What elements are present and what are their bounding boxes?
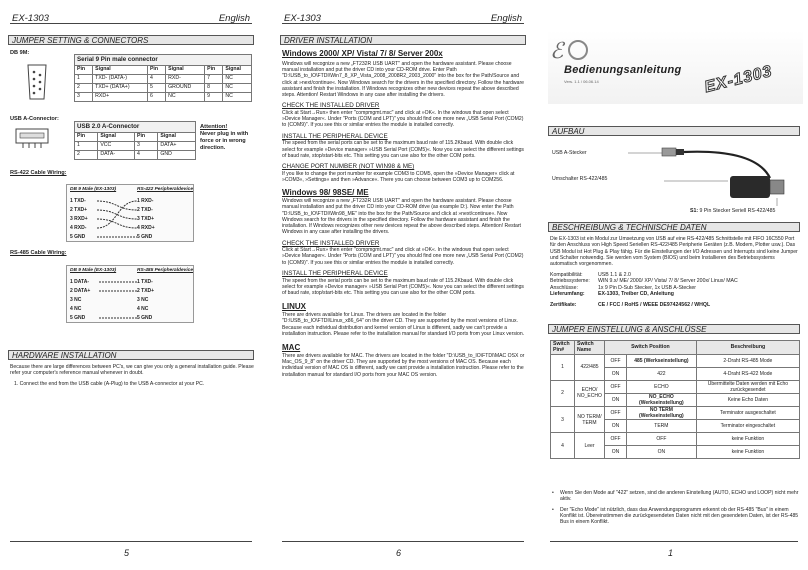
db9-th: Pin — [205, 65, 223, 74]
wire-pin: 1 TXD- — [137, 279, 153, 285]
mac-text: There are drivers available for MAC. The drivers are located in the folder "D:\USB_to_IO\FTDI\MAC OSX or Mac_OS_9_8" on the driver CD. They are supported by the most versions of MAC OS. Because each individual version of MAC OS is different, sadly we cant provide a installation instruction. Please refer to the installation manual for standard I/O ports from your MAC OS version. — [282, 352, 525, 378]
rs422-right-title: RS-422 Peripheraldevice — [137, 187, 193, 192]
wire-pin: 2 TXD- — [137, 207, 153, 213]
spec-value: 1x 9 Pin D-Sub Stecker, 1x USB A-Stecker — [598, 284, 697, 291]
cell: 5 — [147, 83, 165, 92]
table-row — [75, 74, 252, 83]
hardware-step-1: 1. Connect the end from the USB cable (A-Plug) to the USB A-connector at your PC. — [14, 381, 205, 387]
wire-pin: 3 NC — [70, 297, 82, 303]
usb-label: USB A-Connector: — [10, 116, 59, 122]
spec-value: WIN 9.x/ ME/ 2000/ XP/ Vista/ 7/ 8/ Server 200x/ Linux/ MAC — [598, 278, 738, 285]
switch-th: Switch Pin# — [551, 341, 575, 355]
rs485-left-title: DB 9 Male (EX-1303) — [70, 268, 117, 273]
db9-th: Signal — [166, 65, 205, 74]
spec-key: Betriebssysteme: — [550, 278, 590, 285]
attention-title: Attention! — [200, 124, 228, 130]
cover-title: Bedienungsanleitung — [564, 64, 682, 76]
spec-key: Lieferumfang: — [550, 291, 585, 298]
wire-pin: 4 RXD- — [70, 225, 87, 231]
rs422-label: RS-422 Cable Wiring: — [10, 170, 67, 176]
wire-pin: 1 DATA- — [70, 279, 89, 285]
win-text: Windows will recognize a new „FT232R USB UART" and open the hardware assistant. Please choose manual installation and put the driver CD into your CD-ROM drive. Enter Path "D:\USB_to_IO\FTDI\Win7_8_XP_Vista_2008_2008R2_2003_2000" into the box for the Path/Source and click at »next/continue«. Now Windows search for the drivers in the specified directory. Follow the hardware assistant and finish the installation. If Windows recognizes other new devices repeat the above described steps. Attention! Restart Windows in any case after installing the drivers. — [282, 60, 524, 98]
cell: 1 — [551, 354, 575, 380]
bullet-icon: • — [552, 506, 554, 513]
switch-th: Beschreibung — [696, 341, 799, 355]
check2-text: Click at Start→Run» then enter "compmgmt.msc" and click at »OK«. In the windows that open select »Device Manager«. Under "Ports (COM and LPT)" you should find one more new „USB Serial Port (COM2) to (COM9)". If you see this or similar entries the module is installed correctly. — [282, 247, 524, 266]
rs485-label: RS-485 Cable Wiring: — [10, 250, 67, 256]
section-aufbau: AUFBAU — [548, 126, 800, 136]
cell: Übermittelte Daten werden mit Echo zurückgesendet — [696, 380, 799, 393]
cell: 2 — [551, 380, 575, 406]
bullet-icon: • — [552, 490, 554, 496]
db9-th: Signal — [93, 65, 148, 74]
header-product: EX-1303 — [12, 13, 49, 24]
cell: VCC — [98, 141, 135, 150]
check2-title: CHECK THE INSTALLED DRIVER — [282, 239, 380, 247]
bullet-list — [552, 490, 800, 525]
win98-text: Windows will recognize a new „FT232R USB UART" and open the hardware assistant. Please choose manual installation and put the driver CD into your CD-ROM drive (as example D:). Now enter the Path "D:\USB_to_IO\FTDI\Win98_ME" into the box for the Path/Source and click at »next/continue«. Now Windows search for the drivers in the specified directory. Follow the hardware assistant and finish the installation. If Windows recognizes other new devices repeat the above described steps. Attention! Restart Windows in any case after installing the drivers. — [282, 198, 521, 236]
db9-connector-icon — [24, 62, 50, 102]
cell: Terminator ausgeschaltet — [696, 407, 799, 420]
cell: ON — [605, 420, 627, 433]
label-s1-key: S1: — [690, 208, 699, 214]
usb-th: Pin — [135, 132, 158, 141]
bullet-text: Der "Echo Mode" ist nützlich, dass das Anwendungsprogramm erkennt ob der RS-485 "Bus" in einem Konflikt ist. Übereinstimmen die zurückgesendeten Daten nicht mit den gesendeten Daten, ist der RS-485 Bus in einem Konflikt. — [560, 506, 799, 525]
beschreibung-text: Die EX-1303 ist ein Modul zur Umsetzung von USB auf eine RS-422/485 Schnittstelle mit FIFO 16C550 Port für den Anschluss von High Speed Seriellen RS-422/485 Peripherie Geräten (z.B. Modem, Plotter usw.). Das USB Modul ist Hot Plug & Play fähig. Für die Einstellungen der I/O Adressen und Interrupts sind keine Jumper und Schalter notwendig. Sie werden vom System (BIOS) und beim Installieren des Betriebssystems automatisch vorgenommen. — [550, 236, 798, 267]
mac-title: MAC — [282, 343, 301, 353]
periph2-title: INSTALL THE PERIPHERAL DEVICE — [282, 269, 388, 277]
rs485-wiring — [66, 265, 194, 323]
label-usb-plug: USB A-Stecker — [552, 150, 587, 156]
cell: Terminator eingeschaltet — [696, 420, 799, 433]
db9-th: Signal — [223, 65, 252, 74]
cell: ON — [627, 446, 697, 459]
cell: DATA- — [98, 150, 135, 159]
svg-text:ℰ: ℰ — [550, 38, 564, 63]
table-row — [75, 92, 252, 101]
table-row — [75, 150, 196, 159]
rs485-wires-icon — [99, 278, 137, 324]
header-language: English — [490, 13, 522, 24]
db9-table — [74, 54, 252, 102]
win-title: Windows 2000/ XP/ Vista/ 7/ 8/ Server 200x — [282, 49, 443, 58]
cell: keine Funktion — [696, 446, 799, 459]
check1-text: Click at Start→Run» then enter "compmgmt.msc" and click at »OK«. In the windows that open select »Device Manager«. Under "Ports (COM and LPT)" you should find one more new „USB Serial Port (COM2) to (COM9)". If you see this or similar entries the module is installed correctly. — [282, 109, 524, 129]
cell: DATA+ — [158, 141, 196, 150]
spec-key: Anschlüsse: — [550, 284, 578, 291]
table-row — [551, 433, 800, 446]
rs422-wiring — [66, 184, 194, 242]
cell: TXD- (DATA-) — [93, 74, 148, 83]
cell: 1 — [75, 74, 93, 83]
cell: 4 — [135, 150, 158, 159]
usb-table — [74, 121, 196, 160]
footer-rule — [550, 541, 798, 542]
cell: ON — [605, 446, 627, 459]
table-row — [551, 407, 800, 420]
cell: TERM — [627, 420, 697, 433]
cell: TXD+ (DATA+) — [93, 83, 148, 92]
wire-pin: 5 GND — [70, 315, 86, 321]
spec-list — [550, 272, 800, 309]
spec-value: EX-1303, Treiber CD, Anleitung — [598, 291, 674, 298]
cell: NC — [223, 92, 252, 101]
wire-pin: 1 RXD- — [137, 198, 154, 204]
cell: 2 — [75, 83, 93, 92]
cell: 422 — [627, 367, 697, 380]
cell: keine Funktion — [696, 433, 799, 446]
cell: 2 — [75, 150, 98, 159]
cell: Leer — [575, 433, 605, 459]
cell: GND — [158, 150, 196, 159]
wire-pin: 2 TXD+ — [137, 288, 155, 294]
page-header — [282, 10, 524, 24]
cover-version: Vers. 1.1 / 06.06.14 — [564, 79, 599, 84]
section-driver: DRIVER INSTALLATION — [280, 35, 526, 45]
cell: 7 — [205, 74, 223, 83]
label-converter: Umschalter RS-422/485 — [552, 176, 608, 182]
usb-connector-icon — [14, 126, 54, 150]
cell: 422/485 — [575, 354, 605, 380]
wire-pin: 4 RXD+ — [137, 225, 155, 231]
cell: 485 (Werkseinstellung) — [627, 354, 697, 367]
cell: 2-Draht RS-485 Mode — [696, 354, 799, 367]
label-s1-text: 9 Pin Stecker Seriell RS-422/485 — [698, 208, 776, 214]
wire-pin: 5 GND — [137, 315, 153, 321]
wire-pin: 2 DATA+ — [70, 288, 91, 294]
rs422-left-title: DB 9 Male (EX-1303) — [70, 187, 117, 192]
bullet-text: Wenn Sie den Mode auf "422" setzen, sind die anderen Einstellung (AUTO, ECHO und LOOP) nicht mehr aktiv. — [560, 490, 799, 503]
wire-pin: 3 NC — [137, 297, 149, 303]
linux-title: LINUX — [282, 302, 306, 312]
cell: 4 — [551, 433, 575, 459]
spec-value: CE / FCC / RoHS / WEEE DE97424562 / WHQL — [598, 302, 711, 309]
footer-rule — [282, 541, 524, 542]
rs485-right-title: RS-485 Peripheraldevice — [137, 268, 193, 273]
footer-rule — [10, 541, 252, 542]
cell: OFF — [605, 433, 627, 446]
cell: OFF — [627, 433, 697, 446]
cell: ON — [605, 393, 627, 406]
section-jumper: JUMPER SETTING & CONNECTORS — [8, 35, 254, 45]
cell: Keine Echo Daten — [696, 393, 799, 406]
cell: NC — [166, 92, 205, 101]
db9-label: DB 9M: — [10, 50, 30, 56]
page-header — [10, 10, 252, 24]
wire-pin: 3 RXD+ — [70, 216, 88, 222]
cell: 3 — [135, 141, 158, 150]
switch-th: Switch Position — [605, 341, 697, 355]
periph1-text: The speed from the serial ports can be set to the maximum baud rate of 115.2Kbaud. With double click select for example »Device manager« »USB Serial Port (COM5)«. Now you can select the different settings of baud rate, stop/start-bits etc. This setting you can use also for the other COM ports. — [282, 140, 524, 159]
wire-pin: 3 TXD+ — [137, 216, 155, 222]
wire-pin: 4 NC — [70, 306, 82, 312]
cell: OFF — [605, 354, 627, 367]
cell: RXD- — [166, 74, 205, 83]
cell: 3 — [75, 92, 93, 101]
cell: NO_ECHO (Werkseinstellung) — [627, 393, 697, 406]
cell: 8 — [205, 83, 223, 92]
switch-table — [550, 340, 800, 459]
cell: 4 — [147, 74, 165, 83]
page-number: 6 — [396, 548, 402, 558]
wire-pin: 5 GND — [137, 234, 153, 240]
header-product: EX-1303 — [284, 13, 321, 24]
table-row — [551, 354, 800, 367]
section-beschreibung: BESCHREIBUNG & TECHNISCHE DATEN — [548, 222, 800, 232]
wire-pin: 2 TXD+ — [70, 207, 88, 213]
list-item — [552, 490, 800, 503]
page-1 — [540, 0, 808, 570]
section-jumper-de: JUMPER EINSTELLUNG & ANSCHLÜSSE — [548, 324, 800, 334]
cell: ECHO/ NO_ECHO — [575, 380, 605, 406]
change-text: If you like to change the port number for example COM3 to COM5, open the »Device Manager« click at »COM3«, »Settings« and then »Advance«. There you can choose between COM3 up to COM256. — [282, 170, 515, 184]
win98-title: Windows 98/ 98SE/ ME — [282, 188, 369, 198]
header-language: English — [218, 13, 250, 24]
cell: ON — [605, 367, 627, 380]
list-item — [552, 507, 800, 526]
cell: OFF — [605, 407, 627, 420]
wire-pin: 4 NC — [137, 306, 149, 312]
db9-th: Pin — [75, 65, 93, 74]
table-row — [551, 380, 800, 393]
usb-th: Pin — [75, 132, 98, 141]
driver-content — [282, 49, 526, 378]
usb-th: Signal — [98, 132, 135, 141]
device-photo-icon — [590, 138, 800, 212]
cell: 6 — [147, 92, 165, 101]
page-5 — [0, 0, 262, 570]
cell: 9 — [205, 92, 223, 101]
linux-text: There are drivers available for Linux. The drivers are located in the folder "D:\USB_to_IO\FTDI\Linux_x86_64" on the driver CD. They are supported by the most versions of Linux. Because each individual distribution and kernel version of Linux is different, sadly we can't provide a installation instruction. Please refer to the installation manual for standard I/O ports from your Linux version. — [282, 312, 525, 337]
cover-product: EX-1303 — [702, 62, 775, 97]
page-number: 5 — [124, 548, 130, 558]
periph2-text: The speed from the serial ports can be set to the maximum baud rate of 115.2Kbaud. With double click select for example »Device manager« »USB Serial Port (COM5)«. Now you can select the different settings of baud rate, stop/start-bits etc. This setting you can use also for the other COM ports. — [282, 277, 524, 297]
table-row — [75, 141, 196, 150]
spec-key: Kompatibilität: — [550, 272, 583, 278]
cell: ECHO — [627, 380, 697, 393]
hardware-intro: Because there are large differences between PC's, we can give you only a general installation guide. Please refer your computer's reference manual whenever in doubt. — [10, 364, 254, 377]
cell: NC — [223, 83, 252, 92]
label-s1 — [690, 208, 775, 214]
cell: 4-Draht RS-422 Mode — [696, 367, 799, 380]
change-title: CHANGE PORT NUMBER (NOT WIN98 & ME) — [282, 163, 415, 171]
cell: OFF — [605, 380, 627, 393]
cell: NC — [223, 74, 252, 83]
rs422-wires-icon — [97, 197, 137, 243]
exsys-logo-icon — [550, 34, 590, 68]
section-hardware: HARDWARE INSTALLATION — [8, 350, 254, 360]
spec-row — [550, 291, 800, 297]
usb-table-title: USB 2.0 A-Connector — [74, 121, 196, 132]
page-6 — [272, 0, 534, 570]
cell: NO TERM/ TERM — [575, 407, 605, 433]
page-number: 1 — [668, 548, 674, 558]
usb-th: Signal — [158, 132, 196, 141]
cell: RXD+ — [93, 92, 148, 101]
check1-title: CHECK THE INSTALLED DRIVER — [282, 102, 380, 110]
cell: 3 — [551, 407, 575, 433]
wire-pin: 5 GND — [70, 234, 86, 240]
attention-note — [200, 124, 258, 152]
db9-table-title: Serial 9 Pin male connector — [74, 54, 252, 65]
db9-th: Pin — [147, 65, 165, 74]
periph1-title: INSTALL THE PERIPHERAL DEVICE — [282, 132, 388, 140]
cell: GROUND — [166, 83, 205, 92]
cell: NO TERM (Werkseinstellung) — [627, 407, 697, 420]
table-row — [75, 83, 252, 92]
switch-th: Switch Name — [575, 341, 605, 355]
cell: 1 — [75, 141, 98, 150]
wire-pin: 1 TXD- — [70, 198, 86, 204]
spec-row-cert — [550, 302, 800, 308]
attention-text: Never plug in with force or in wrong direction. — [200, 131, 249, 151]
spec-value: USB 1.1 & 2.0 — [598, 272, 631, 278]
cover-banner — [548, 30, 803, 104]
spec-key: Zertifikate: — [550, 302, 577, 309]
